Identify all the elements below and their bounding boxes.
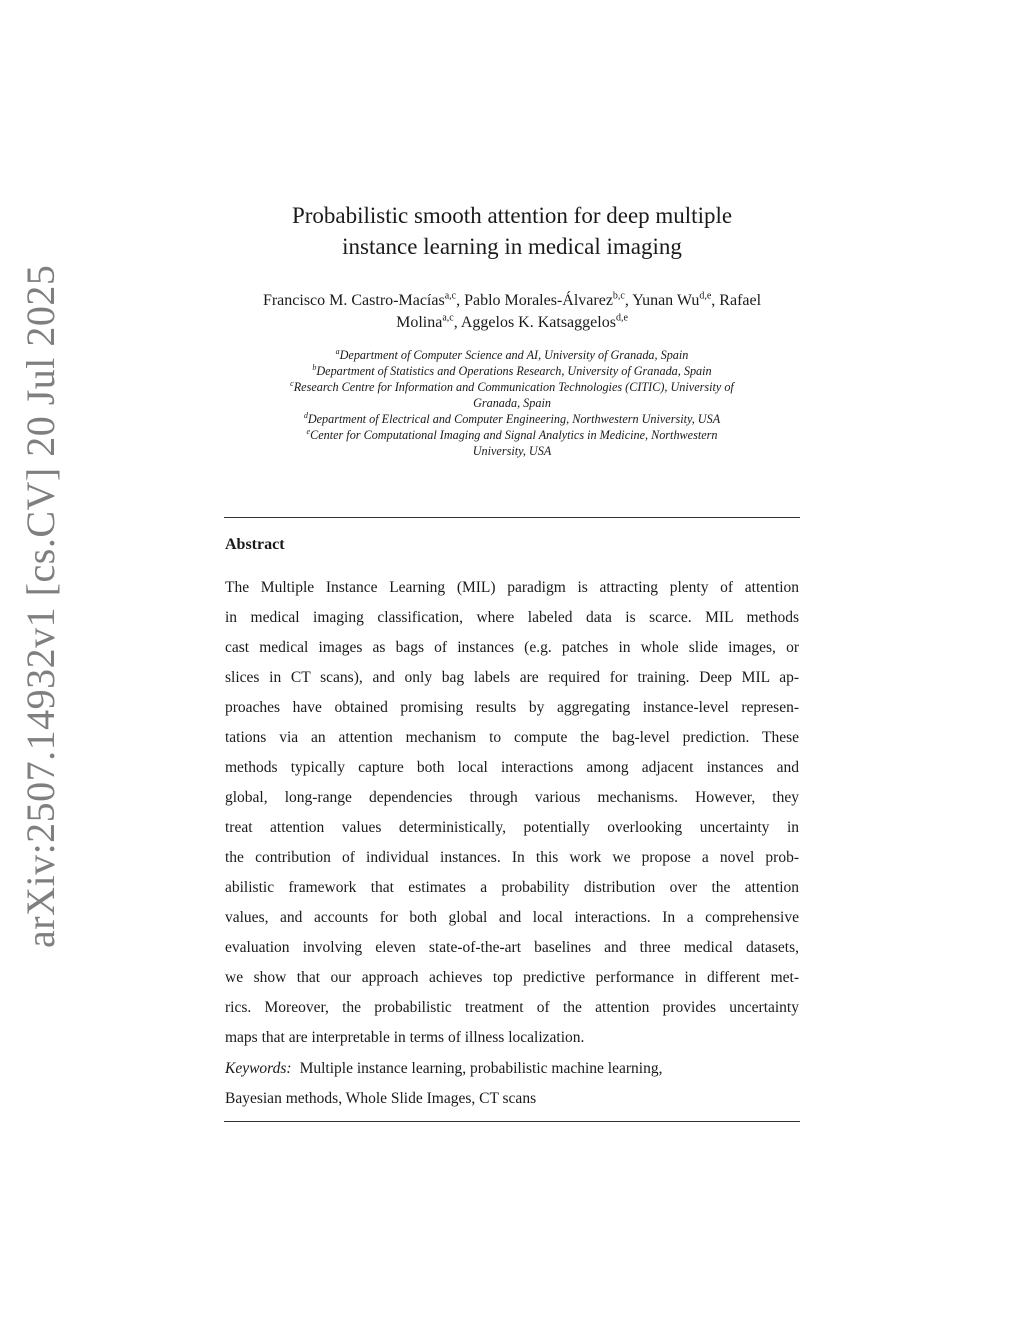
- author-affiliation-mark: d,e: [615, 312, 628, 324]
- abstract-top-rule: [224, 517, 800, 518]
- affiliation-text: Research Centre for Information and Communication Technologies (CITIC), University of: [293, 380, 734, 394]
- affiliation-item: [214, 411, 810, 427]
- affiliation-item: [214, 379, 810, 395]
- abstract-line: we show that our approach achieves top predictive performance in different met-: [225, 969, 799, 986]
- affiliation-mark: e: [306, 426, 311, 436]
- author-line: Molina$^{a,c}$, Aggelos K. Katsaggelos$^{d,e}$: [396, 312, 628, 331]
- author-name: Pablo Morales-Álvarez: [464, 292, 613, 309]
- author-name: Yunan Wu: [632, 292, 700, 309]
- affiliation-item: [214, 363, 810, 379]
- author-name-second-part: Molina: [396, 314, 443, 331]
- abstract-line: global, long-range dependencies through various mechanisms. However, they: [225, 789, 799, 806]
- affiliation-item: [214, 427, 810, 443]
- author-affiliation-mark: d,e: [699, 290, 712, 302]
- author-affiliation-mark: a,c: [442, 312, 454, 324]
- affiliation-list: [214, 347, 810, 459]
- paper-title: [224, 200, 800, 262]
- abstract-body: [225, 573, 799, 1053]
- affiliation-mark: c: [290, 378, 294, 388]
- affiliation-text: Department of Computer Science and AI, University of Granada, Spain: [339, 348, 689, 362]
- arxiv-identifier-stamp: arXiv:2507.14932v1 [cs.CV] 20 Jul 2025: [18, 264, 63, 948]
- keywords-label: Keywords:: [225, 1060, 292, 1077]
- abstract-line: maps that are interpretable in terms of illness localization.: [225, 1029, 585, 1046]
- abstract-line: methods typically capture both local interactions among adjacent instances and: [225, 759, 799, 776]
- affiliation-text: Center for Computational Imaging and Signal Analytics in Medicine, Northwestern: [310, 428, 718, 442]
- affiliation-mark: a: [335, 346, 340, 356]
- abstract-line: the contribution of individual instances. In this work we propose a novel prob-: [225, 849, 799, 866]
- abstract-line: The Multiple Instance Learning (MIL) paradigm is attracting plenty of attention: [225, 579, 799, 596]
- abstract-line: rics. Moreover, the probabilistic treatment of the attention provides uncertainty: [225, 999, 799, 1016]
- author-affiliation-mark: a,c: [444, 290, 457, 302]
- title-line: instance learning in medical imaging: [342, 234, 682, 259]
- abstract-line: evaluation involving eleven state-of-the-art baselines and three medical datasets,: [225, 939, 799, 956]
- keywords-line: Bayesian methods, Whole Slide Images, CT scans: [225, 1090, 537, 1107]
- abstract-bottom-rule: [224, 1121, 800, 1122]
- keywords-text: Multiple instance learning, probabilistic machine learning,: [299, 1060, 663, 1077]
- keywords-block: [225, 1054, 799, 1114]
- abstract-line: in medical imaging classification, where labeled data is scarce. MIL methods: [225, 609, 799, 626]
- author-list: [218, 290, 806, 334]
- affiliation-continuation: Granada, Spain: [473, 396, 551, 410]
- affiliation-continuation: University, USA: [472, 444, 552, 458]
- abstract-line: values, and accounts for both global and local interactions. In a comprehensive: [225, 909, 799, 926]
- abstract-line: tations via an attention mechanism to compute the bag-level prediction. These: [225, 729, 799, 746]
- author-name-first-part: Rafael: [719, 292, 762, 309]
- abstract-heading: Abstract: [225, 536, 285, 553]
- affiliation-mark: b: [312, 362, 317, 372]
- abstract-line: slices in CT scans), and only bag labels are required for training. Deep MIL ap-: [225, 669, 799, 686]
- author-affiliation-mark: b,c: [612, 290, 625, 302]
- author-name: Aggelos K. Katsaggelos: [460, 314, 616, 331]
- abstract-line: cast medical images as bags of instances (e.g. patches in whole slide images, or: [225, 639, 799, 656]
- keywords-line: [225, 1054, 799, 1084]
- abstract-line: treat attention values deterministically, potentially overlooking uncertainty in: [225, 819, 799, 836]
- title-line: Probabilistic smooth attention for deep multiple: [291, 203, 733, 228]
- author-name: Francisco M. Castro-Macías: [262, 292, 445, 309]
- affiliation-mark: d: [303, 410, 308, 420]
- affiliation-text: Department of Electrical and Computer Engineering, Northwestern University, USA: [307, 412, 721, 426]
- abstract-line: abilistic framework that estimates a probability distribution over the attention: [225, 879, 799, 896]
- affiliation-text: Department of Statistics and Operations Research, University of Granada, Spain: [316, 364, 712, 378]
- abstract-line: proaches have obtained promising results by aggregating instance-level represen-: [225, 699, 799, 716]
- author-line: Francisco M. Castro-Macías$^{a,c}$, Pablo Morales-Álvarez$^{b,c}$, Yunan Wu$^{d,e}$, Rafael: [262, 290, 762, 309]
- affiliation-item: [214, 347, 810, 363]
